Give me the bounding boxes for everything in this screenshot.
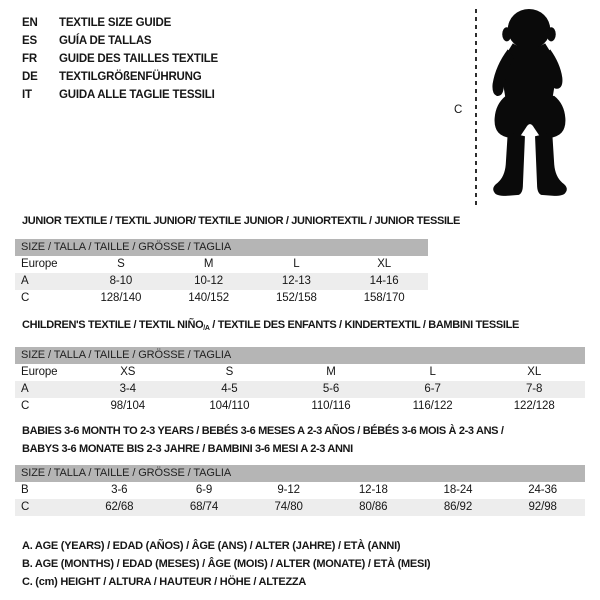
- size-table-header: SIZE / TALLA / TAILLE / GRÖSSE / TAGLIA: [15, 465, 585, 482]
- section-title-line2: BABYS 3-6 MONATE BIS 2-3 JAHRE / BAMBINI 3-6 MESI A 2-3 ANNI: [22, 443, 353, 455]
- section-title-babies: [22, 422, 504, 458]
- language-row-en: [22, 14, 218, 32]
- size-cell: S: [117, 258, 125, 270]
- size-cell: 12-18: [358, 484, 388, 496]
- table-row-height: [15, 398, 585, 415]
- size-cell: 68/74: [189, 501, 219, 513]
- size-cell: 3-6: [111, 484, 128, 496]
- section-title-junior: JUNIOR TEXTILE / TEXTIL JUNIOR/ TEXTILE JUNIOR / JUNIORTEXTIL / JUNIOR TESSILE: [22, 215, 461, 227]
- row-label: C: [21, 292, 30, 304]
- size-cell: 10-12: [194, 275, 224, 287]
- size-cell: 86/92: [443, 501, 473, 513]
- table-row-age-months: [15, 482, 585, 499]
- size-cell: 12-13: [281, 275, 311, 287]
- footnote-b: B. AGE (MONTHS) / EDAD (MESES) / ÂGE (MOIS) / ALTER (MONATE) / ETÀ (MESI): [22, 558, 431, 570]
- row-label: B: [21, 484, 29, 496]
- size-cell: M: [326, 366, 336, 378]
- size-cell: 24-36: [528, 484, 558, 496]
- table-row-europe: [15, 364, 585, 381]
- table-row-height: [15, 290, 428, 307]
- size-cell: 4-5: [221, 383, 238, 395]
- language-title-block: [22, 14, 218, 104]
- size-cell: M: [203, 258, 214, 270]
- height-measure-line: [475, 9, 477, 206]
- size-cell: 152/158: [275, 292, 317, 304]
- row-label: Europe: [21, 366, 58, 378]
- size-cell: 6-7: [424, 383, 441, 395]
- height-measure-label: C: [454, 104, 463, 116]
- footnote-a: A. AGE (YEARS) / EDAD (AÑOS) / ÂGE (ANS) / ALTER (JAHRE) / ETÀ (ANNI): [22, 540, 401, 552]
- language-row-es: [22, 32, 218, 50]
- size-cell: L: [429, 366, 436, 378]
- size-cell: XL: [377, 258, 392, 270]
- page-title: GUÍA DE TALLAS: [59, 35, 152, 47]
- size-cell: 14-16: [369, 275, 399, 287]
- size-cell: 9-12: [277, 484, 300, 496]
- table-row-age: [15, 381, 585, 398]
- baby-silhouette-icon: [485, 7, 577, 209]
- size-cell: 8-10: [109, 275, 133, 287]
- size-cell: 158/170: [363, 292, 405, 304]
- size-cell: 5-6: [322, 383, 340, 395]
- size-cell: 18-24: [443, 484, 473, 496]
- page-title: TEXTILGRÖßENFÜHRUNG: [59, 71, 202, 83]
- row-label: A: [21, 383, 29, 395]
- size-cell: 116/122: [412, 400, 453, 412]
- footnotes: [22, 537, 430, 591]
- table-row-height: [15, 499, 585, 516]
- language-code: DE: [22, 71, 38, 83]
- size-cell: 122/128: [513, 400, 555, 412]
- size-cell: 110/116: [311, 400, 351, 412]
- size-cell: 80/86: [359, 501, 388, 513]
- size-table-junior: [15, 239, 428, 307]
- size-cell: 128/140: [100, 292, 142, 304]
- footnote-c: C. (cm) HEIGHT / ALTURA / HAUTEUR / HÖHE / ALTEZZA: [22, 576, 307, 588]
- section-title-part: CHILDREN'S TEXTILE / TEXTIL NIÑO: [22, 319, 204, 331]
- row-label: Europe: [21, 258, 58, 270]
- size-cell: 62/68: [105, 501, 134, 513]
- size-cell: 7-8: [526, 383, 543, 395]
- row-label: C: [21, 400, 30, 412]
- size-cell: L: [293, 258, 300, 270]
- size-table-children: [15, 347, 585, 415]
- row-label: C: [21, 501, 30, 513]
- table-row-age: [15, 273, 428, 290]
- size-cell: 98/104: [110, 400, 146, 412]
- language-code: EN: [22, 17, 38, 29]
- size-table-header: SIZE / TALLA / TAILLE / GRÖSSE / TAGLIA: [15, 239, 428, 256]
- section-title-subscript: /A: [203, 325, 210, 332]
- language-row-it: [22, 86, 218, 104]
- page-title: GUIDA ALLE TAGLIE TESSILI: [59, 89, 215, 101]
- size-cell: S: [225, 366, 234, 378]
- page-title: TEXTILE SIZE GUIDE: [59, 17, 172, 29]
- size-cell: 92/98: [528, 501, 557, 513]
- section-title-line1: BABIES 3-6 MONTH TO 2-3 YEARS / BEBÉS 3-6 MESES A 2-3 AÑOS / BÉBÉS 3-6 MOIS À 2-3 ANS /: [22, 425, 504, 437]
- size-table-babies: [15, 465, 585, 516]
- size-cell: 74/80: [274, 501, 303, 513]
- language-code: ES: [22, 35, 37, 47]
- row-label: A: [21, 275, 29, 287]
- page-title: GUIDE DES TAILLES TEXTILE: [59, 53, 218, 65]
- table-row-europe: [15, 256, 428, 273]
- language-row-fr: [22, 50, 218, 68]
- section-title-part: / TEXTILE DES ENFANTS / KINDERTEXTIL / BAMBINI TESSILE: [209, 319, 519, 331]
- size-cell: XS: [120, 366, 136, 378]
- language-row-de: [22, 68, 218, 86]
- language-code: FR: [22, 53, 37, 65]
- size-cell: XL: [527, 366, 542, 378]
- size-table-header: SIZE / TALLA / TAILLE / GRÖSSE / TAGLIA: [15, 347, 585, 364]
- language-code: IT: [22, 89, 32, 101]
- size-cell: 140/152: [188, 292, 230, 304]
- section-title-children: [22, 316, 519, 338]
- size-cell: 104/110: [209, 400, 250, 412]
- size-cell: 3-4: [119, 383, 136, 395]
- size-cell: 6-9: [195, 484, 213, 496]
- size-figure: [440, 0, 600, 215]
